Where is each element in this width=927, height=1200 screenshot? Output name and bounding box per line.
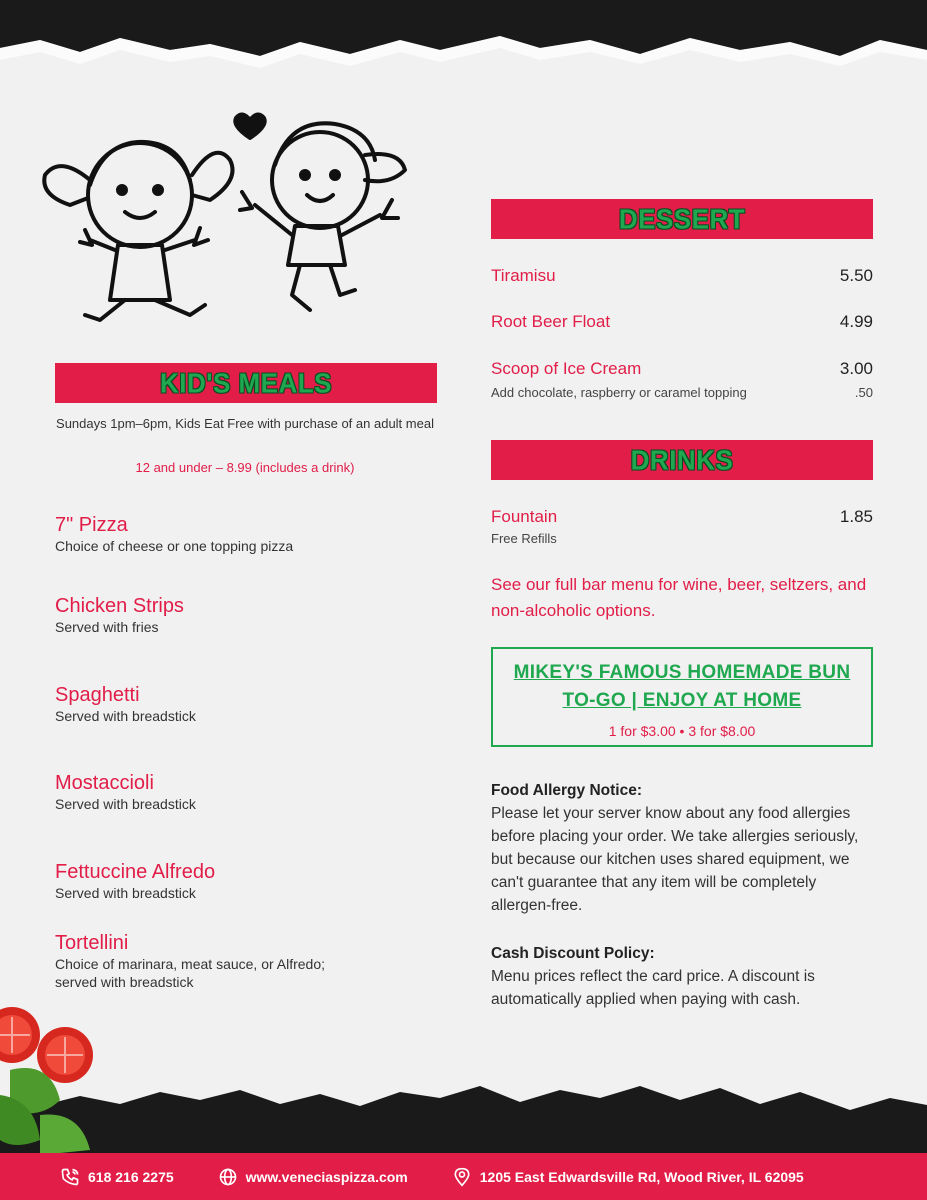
kids-item-desc: Served with breadstick bbox=[55, 708, 196, 724]
kids-item bbox=[55, 594, 435, 636]
bar-menu-note: See our full bar menu for wine, beer, seltzers, and non-alcoholic options. bbox=[491, 575, 867, 620]
kids-item-name: Fettuccine Alfredo bbox=[55, 861, 216, 883]
dessert-item-price: 5.50 bbox=[839, 266, 873, 285]
drinks-header bbox=[491, 440, 873, 480]
dessert-item bbox=[491, 359, 873, 400]
allergy-text: Please let your server know about any food allergies before placing your order. We take allergies seriously, but because our kitchen uses shared equipment, we can't guarantee that any item will be completely allergen-free. bbox=[491, 805, 859, 914]
kids-item-name: Chicken Strips bbox=[55, 595, 184, 617]
allergy-notice bbox=[491, 779, 876, 917]
kids-item bbox=[55, 771, 435, 813]
globe-icon bbox=[218, 1167, 238, 1187]
kids-meals-header bbox=[55, 363, 437, 403]
kids-item-name: Spaghetti bbox=[55, 684, 140, 706]
dessert-header bbox=[491, 199, 873, 239]
cash-discount-policy bbox=[491, 942, 876, 1011]
location-pin-icon bbox=[452, 1167, 472, 1187]
kids-item bbox=[55, 860, 435, 902]
drinks-title: DRINKS bbox=[630, 443, 734, 476]
kids-eat-free-note: Sundays 1pm–6pm, Kids Eat Free with purchase of an adult meal bbox=[56, 416, 434, 431]
kids-item-desc: Choice of marinara, meat sauce, or Alfredo; served with breadstick bbox=[55, 956, 326, 990]
footer-bar bbox=[0, 1153, 927, 1200]
kids-illustration bbox=[30, 100, 410, 340]
footer-phone[interactable] bbox=[60, 1167, 174, 1187]
bun-price: 1 for $3.00 • 3 for $8.00 bbox=[608, 723, 756, 739]
dessert-item-price: 3.00 bbox=[839, 359, 873, 378]
drinks-item-price: 1.85 bbox=[839, 507, 873, 526]
kids-meals-title: KID'S MEALS bbox=[159, 366, 333, 399]
dessert-item-name: Scoop of Ice Cream bbox=[491, 359, 642, 378]
drinks-item-note: Free Refills bbox=[491, 531, 557, 546]
bun-title-line1: MIKEY'S FAMOUS HOMEMADE BUN bbox=[513, 662, 851, 683]
kids-price-note: 12 and under – 8.99 (includes a drink) bbox=[135, 460, 355, 475]
kids-item-name: Mostaccioli bbox=[55, 772, 154, 794]
dessert-item-name: Root Beer Float bbox=[491, 312, 611, 331]
kids-item-desc: Served with breadstick bbox=[55, 885, 196, 901]
footer-address-text: 1205 East Edwardsville Rd, Wood River, IL 62095 bbox=[479, 1168, 804, 1185]
drinks-item-name: Fountain bbox=[491, 507, 558, 526]
cash-heading: Cash Discount Policy: bbox=[491, 945, 655, 962]
dessert-item-addon: Add chocolate, raspberry or caramel topping bbox=[491, 385, 747, 400]
phone-icon bbox=[60, 1167, 80, 1187]
drinks-item bbox=[491, 507, 873, 546]
kids-item-desc: Choice of cheese or one topping pizza bbox=[55, 538, 294, 554]
dessert-item-addon-price: .50 bbox=[854, 385, 873, 400]
footer-website-text: www.veneciaspizza.com bbox=[245, 1168, 408, 1185]
dessert-item-name: Tiramisu bbox=[491, 266, 556, 285]
dessert-title: DESSERT bbox=[618, 202, 746, 235]
footer-phone-text: 618 216 2275 bbox=[88, 1168, 174, 1185]
kids-item bbox=[55, 683, 435, 725]
cash-text: Menu prices reflect the card price. A discount is automatically applied when paying with cash. bbox=[491, 968, 815, 1008]
footer-address[interactable] bbox=[452, 1167, 804, 1187]
kids-item bbox=[55, 931, 335, 991]
kids-item-desc: Served with fries bbox=[55, 619, 159, 635]
bun-title-line2: TO-GO | ENJOY AT HOME bbox=[562, 690, 802, 711]
homemade-bun-box bbox=[491, 647, 873, 747]
allergy-heading: Food Allergy Notice: bbox=[491, 782, 642, 799]
dessert-item bbox=[491, 312, 873, 332]
footer-website[interactable] bbox=[218, 1167, 408, 1187]
tomato-basil-decoration bbox=[0, 1000, 120, 1155]
kids-item-name: 7" Pizza bbox=[55, 514, 128, 536]
kids-item-desc: Served with breadstick bbox=[55, 796, 196, 812]
kids-item bbox=[55, 513, 435, 555]
kids-item-name: Tortellini bbox=[55, 932, 129, 954]
dessert-item-price: 4.99 bbox=[839, 312, 873, 331]
dessert-item bbox=[491, 266, 873, 286]
